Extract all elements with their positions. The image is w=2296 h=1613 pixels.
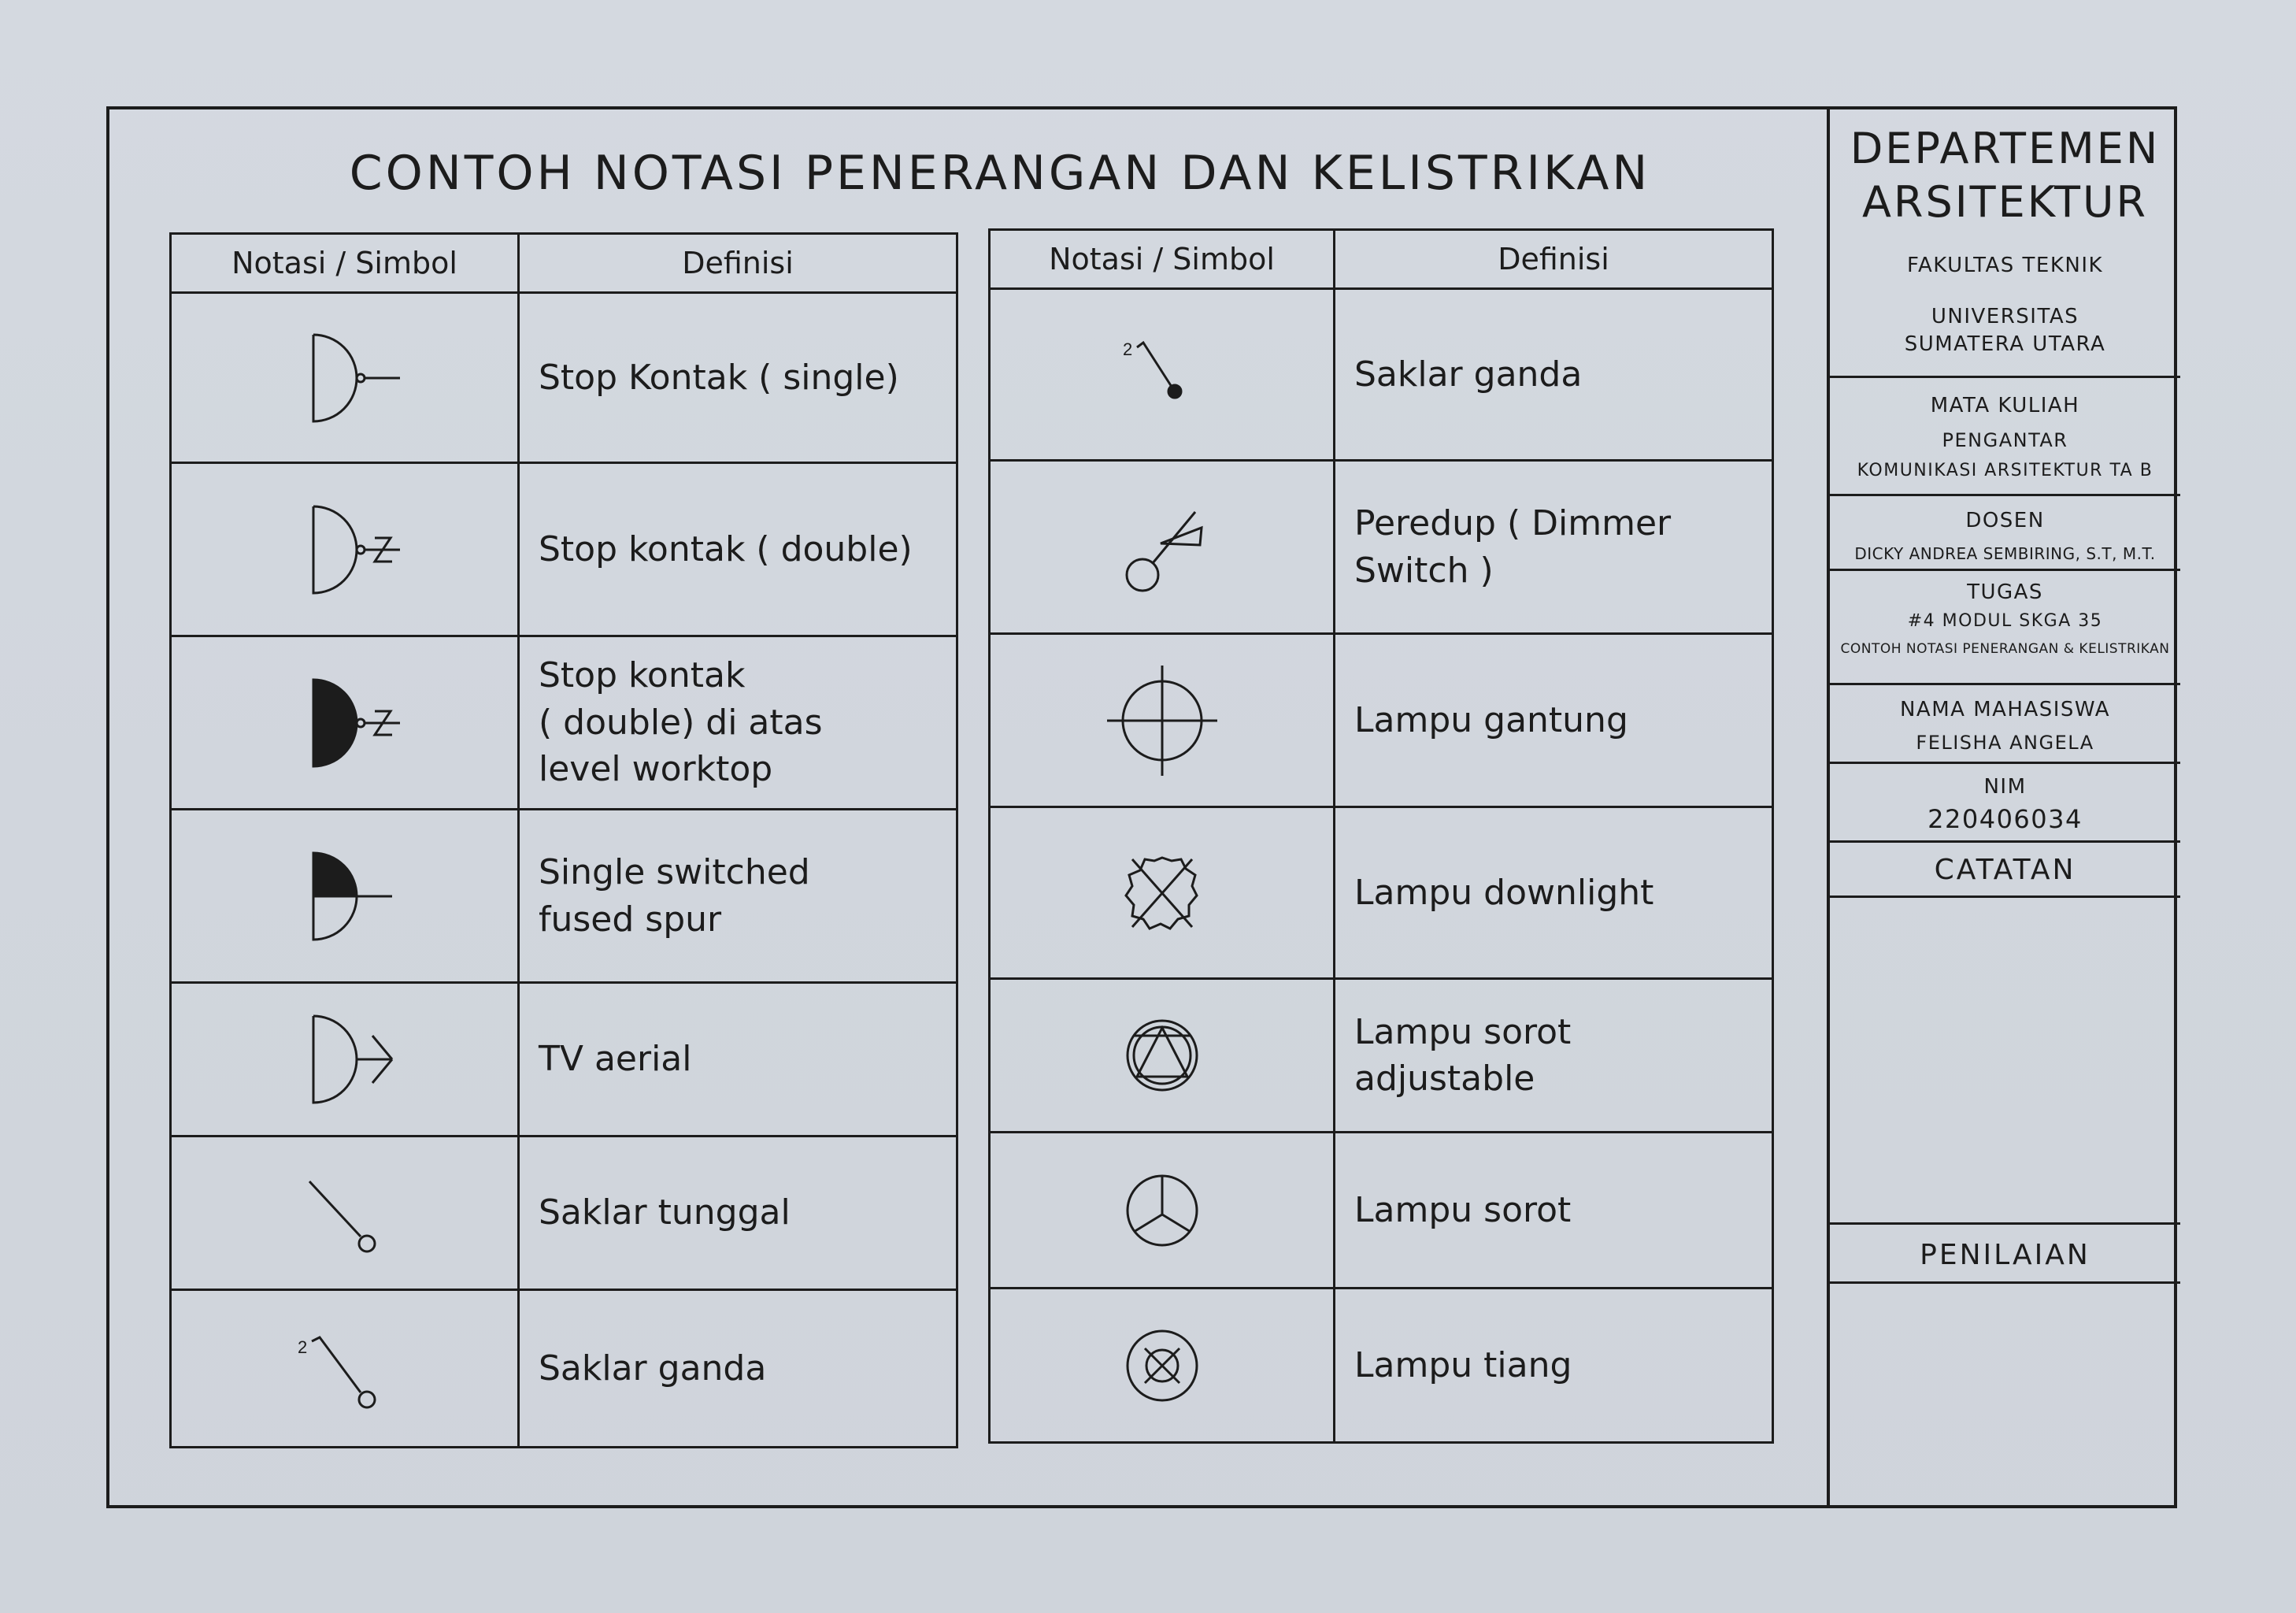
socket-single-icon: [171, 293, 519, 463]
student-label: NAMA MAHASISWA: [1899, 698, 2111, 721]
downlight-icon: [990, 807, 1335, 979]
nim-block: [1830, 764, 2180, 843]
course-label: MATA KULIAH: [1930, 394, 2080, 417]
svg-text:2: 2: [1122, 339, 1132, 359]
notes-header: [1830, 843, 2180, 898]
definition-cell: Peredup ( Dimmer Switch ): [1335, 461, 1773, 634]
table-row: [990, 289, 1773, 461]
notation-table-left: [169, 232, 958, 1448]
course-line2: KOMUNIKASI ARSITEKTUR TA B: [1857, 461, 2153, 481]
column-header-definition: Definisi: [1335, 230, 1773, 289]
definition-cell: Single switched fused spur: [519, 810, 957, 983]
socket-double-worktop-icon: [171, 636, 519, 810]
student-name: FELISHA ANGELA: [1916, 732, 2094, 755]
definition-cell: Saklar tunggal: [519, 1137, 957, 1290]
nim-value: 220406034: [1928, 804, 2083, 835]
switch-double-icon: [171, 1290, 519, 1448]
task-module: #4 MODUL SKGA 35: [1907, 611, 2103, 632]
page-title: CONTOH NOTASI PENERANGAN DAN KELISTRIKAN: [349, 146, 1651, 201]
course-block: [1830, 378, 2180, 496]
table-row: [990, 807, 1773, 979]
dimmer-switch-icon: [990, 461, 1335, 634]
table-row: [171, 810, 957, 983]
table-row: [990, 634, 1773, 807]
spotlight-icon: [990, 1133, 1335, 1289]
column-header-symbol: Notasi / Simbol: [990, 230, 1335, 289]
lecturer-label: DOSEN: [1965, 509, 2045, 532]
table-row: [990, 1133, 1773, 1289]
svg-text:2: 2: [297, 1337, 307, 1357]
definition-cell: TV aerial: [519, 983, 957, 1137]
table-row: [171, 1137, 957, 1290]
table-row: [171, 1290, 957, 1448]
department-name: DEPARTEMEN ARSITEKTUR: [1850, 124, 2161, 227]
table-row: [990, 461, 1773, 634]
notation-table-right: [988, 228, 1774, 1444]
definition-cell: Saklar ganda: [519, 1290, 957, 1448]
table-row: [171, 983, 957, 1137]
course-line1: PENGANTAR: [1942, 429, 2068, 452]
student-block: [1830, 685, 2180, 764]
definition-cell: Lampu gantung: [1335, 634, 1773, 807]
column-header-symbol: Notasi / Simbol: [171, 234, 519, 293]
table-header-row: [171, 234, 957, 293]
tv-aerial-icon: [171, 983, 519, 1137]
adjustable-spotlight-icon: [990, 979, 1335, 1133]
definition-cell: Saklar ganda: [1335, 289, 1773, 461]
column-header-definition: Definisi: [519, 234, 957, 293]
switched-fused-spur-icon: [171, 810, 519, 983]
grade-header: [1830, 1225, 2180, 1284]
task-label: TUGAS: [1967, 580, 2043, 604]
notes-area: [1830, 898, 2180, 1225]
table-header-row: [990, 230, 1773, 289]
table-row: [171, 293, 957, 463]
pendant-lamp-icon: [990, 634, 1335, 807]
lecturer-name: DICKY ANDREA SEMBIRING, S.T, M.T.: [1854, 544, 2156, 564]
nim-label: NIM: [1983, 775, 2027, 799]
definition-cell: Stop kontak ( double): [519, 463, 957, 636]
faculty-name: FAKULTAS TEKNIK: [1906, 254, 2104, 277]
definition-cell: Stop Kontak ( single): [519, 293, 957, 463]
department-block: [1830, 106, 2180, 378]
socket-double-icon: [171, 463, 519, 636]
title-block: [1827, 106, 2177, 1508]
university-name: UNIVERSITAS SUMATERA UTARA: [1904, 305, 2106, 357]
table-row: [171, 636, 957, 810]
table-row: [990, 979, 1773, 1133]
definition-cell: Lampu downlight: [1335, 807, 1773, 979]
task-block: [1830, 571, 2180, 685]
definition-cell: Stop kontak ( double) di atas level worktop: [519, 636, 957, 810]
switch-double-icon: [990, 289, 1335, 461]
lecturer-block: [1830, 496, 2180, 571]
table-row: [990, 1289, 1773, 1443]
grade-label: PENILAIAN: [1920, 1239, 2090, 1271]
definition-cell: Lampu tiang: [1335, 1289, 1773, 1443]
pole-lamp-icon: [990, 1289, 1335, 1443]
task-title: CONTOH NOTASI PENERANGAN & KELISTRIKAN: [1840, 640, 2170, 657]
switch-single-icon: [171, 1137, 519, 1290]
definition-cell: Lampu sorot: [1335, 1133, 1773, 1289]
notes-label: CATATAN: [1934, 854, 2076, 886]
table-row: [171, 463, 957, 636]
definition-cell: Lampu sorot adjustable: [1335, 979, 1773, 1133]
